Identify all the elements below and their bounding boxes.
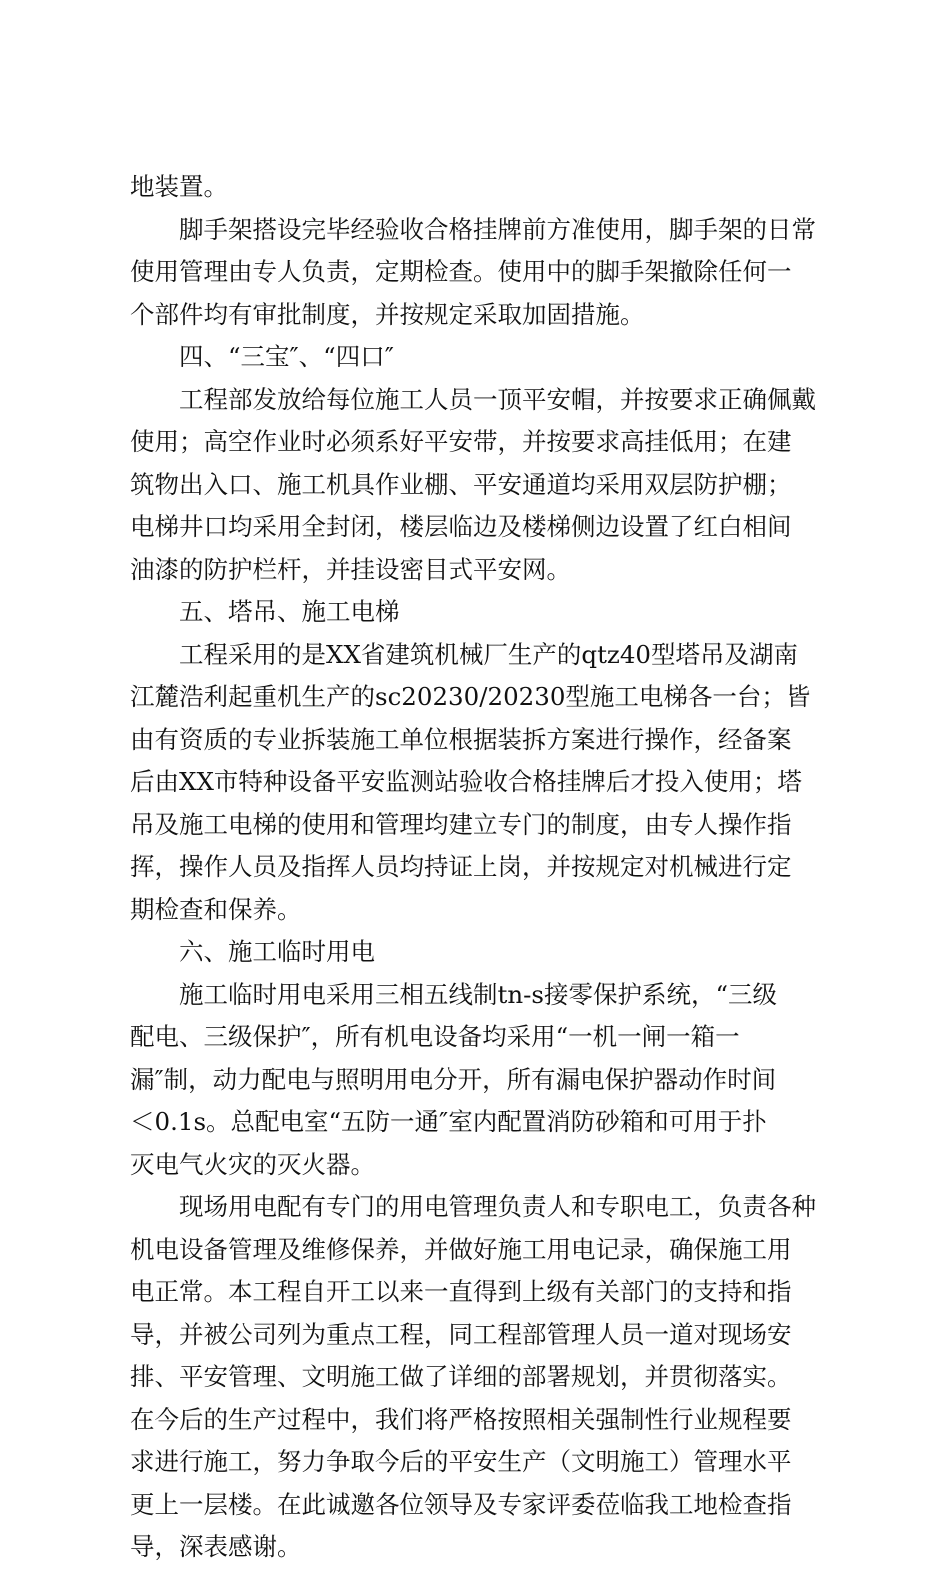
text-line: 四、“三宝″、“四口″ <box>179 342 394 371</box>
text-line: 挥，操作人员及指挥人员均持证上岗，并按规定对机械进行定 <box>130 852 792 881</box>
text-line: 后由XX市特种设备平安监测站验收合格挂牌后才投入使用；塔 <box>130 767 802 796</box>
text-line: 工程采用的是XX省建筑机械厂生产的qtz40型塔吊及湖南 <box>179 639 798 669</box>
text-line: 现场用电配有专门的用电管理负责人和专职电工，负责各种 <box>179 1192 816 1221</box>
text-line: 电梯井口均采用全封闭，楼层临边及楼梯侧边设置了红白相间 <box>130 512 792 541</box>
text-line: 六、施工临时用电 <box>179 937 375 966</box>
text-line: 导，深表感谢。 <box>130 1532 302 1561</box>
text-line: 电正常。本工程自开工以来一直得到上级有关部门的支持和指 <box>130 1277 792 1306</box>
text-line: 求进行施工，努力争取今后的平安生产（文明施工）管理水平 <box>130 1447 792 1476</box>
text-line: 吊及施工电梯的使用和管理均建立专门的制度，由专人操作指 <box>130 809 792 839</box>
text-line: 地装置。 <box>130 172 228 201</box>
text-line: 工程部发放给每位施工人员一顶平安帽，并按要求正确佩戴 <box>179 384 816 414</box>
text-line: 漏″制，动力配电与照明用电分开，所有漏电保护器动作时间 <box>130 1064 777 1094</box>
text-line: 五、塔吊、施工电梯 <box>179 597 400 626</box>
text-line: 使用；高空作业时必须系好平安带，并按要求高挂低用；在建 <box>130 427 792 456</box>
text-line: 筑物出入口、施工机具作业棚、平安通道均采用双层防护棚； <box>130 469 792 499</box>
text-line: 江麓浩利起重机生产的sc20230/20230型施工电梯各一台；皆 <box>130 682 811 711</box>
text-line: 脚手架搭设完毕经验收合格挂牌前方准使用，脚手架的日常 <box>179 214 816 244</box>
document-body <box>130 166 832 1569</box>
text-line: 更上一层楼。在此诚邀各位领导及专家评委莅临我工地检查指 <box>130 1489 792 1519</box>
text-line: 使用管理由专人负责，定期检查。使用中的脚手架撤除任何一 <box>130 257 792 286</box>
text-line: 个部件均有审批制度，并按规定采取加固措施。 <box>130 299 645 329</box>
text-line: 施工临时用电采用三相五线制tn-s接零保护系统，“三级 <box>179 979 777 1009</box>
text-line: 灭电气火灾的灭火器。 <box>130 1149 375 1179</box>
text-line: 排、平安管理、文明施工做了详细的部署规划，并贯彻落实。 <box>130 1362 792 1391</box>
text-line: 导，并被公司列为重点工程，同工程部管理人员一道对现场安 <box>130 1319 792 1349</box>
text-line: 由有资质的专业拆装施工单位根据装拆方案进行操作，经备案 <box>130 724 792 754</box>
text-line: 机电设备管理及维修保养，并做好施工用电记录，确保施工用 <box>130 1234 792 1264</box>
text-line: ＜0.1s。总配电室“五防一通″室内配置消防砂箱和可用于扑 <box>130 1107 767 1136</box>
text-line: 期检查和保养。 <box>130 894 302 924</box>
text-line: 在今后的生产过程中，我们将严格按照相关强制性行业规程要 <box>130 1404 792 1434</box>
text-line: 配电、三级保护″，所有机电设备均采用“一机一闸一箱一 <box>130 1022 740 1051</box>
text-line: 油漆的防护栏杆，并挂设密目式平安网。 <box>130 554 571 584</box>
